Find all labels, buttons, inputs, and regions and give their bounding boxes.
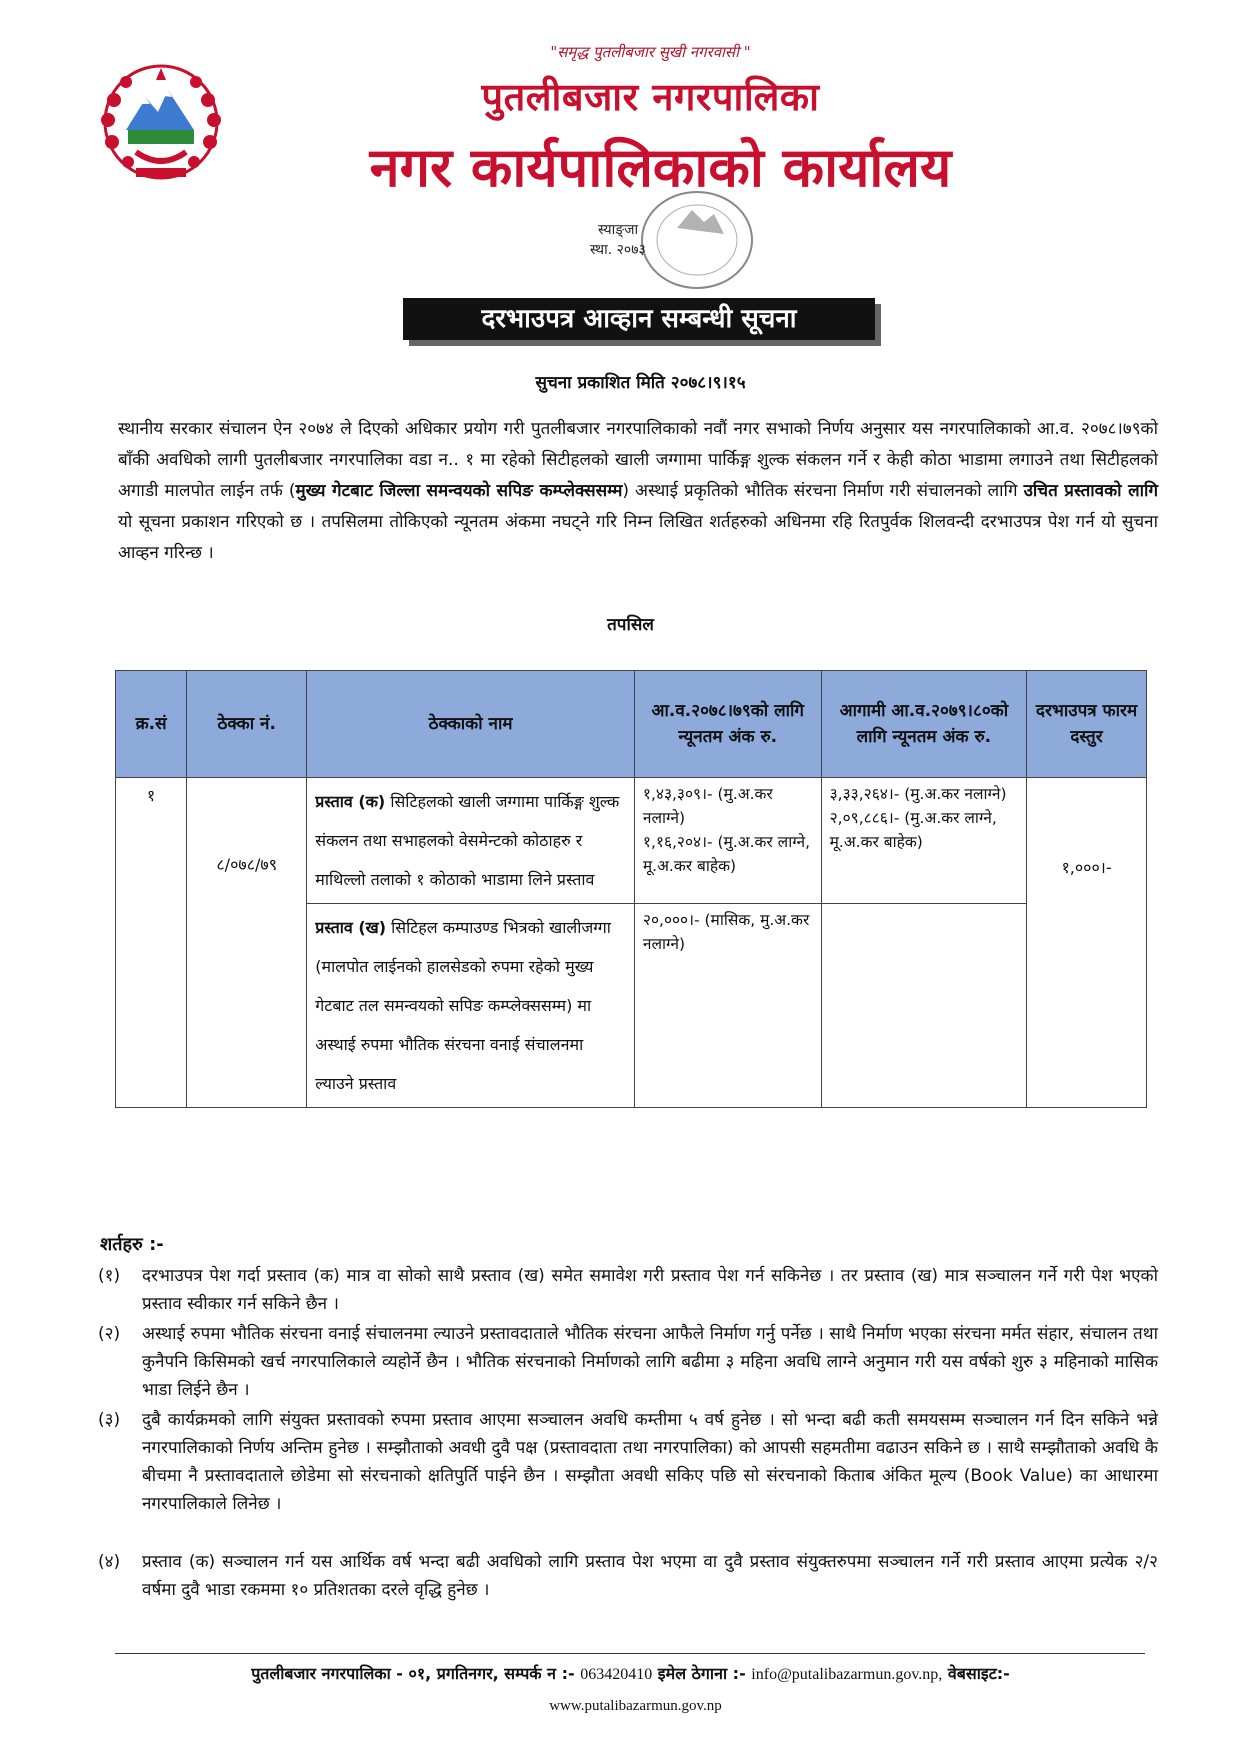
header-name: ठेक्काको नाम	[307, 671, 635, 778]
seal-line-1: स्याङ्जा	[598, 222, 639, 238]
body-bold-1: मुख्य गेटबाट जिल्ला समन्वयको सपिङ कम्प्लेक्ससम्म	[295, 481, 623, 501]
term-item	[98, 1548, 1158, 1604]
proposal-a-min-current-2: १,१६,२०४।- (मु.अ.कर लाग्ने, मू.अ.कर बाहेक)	[642, 833, 811, 875]
term-number: (४)	[98, 1552, 121, 1572]
slogan: "समृद्ध पुतलीबजार सुखी नगरवासी "	[550, 43, 751, 61]
header-min-next: आगामी आ.व.२०७९।८०को लागि न्यूनतम अंक रु.	[821, 671, 1026, 778]
body-text-3: यो सूचना प्रकाशन गरिएको छ । तपसिलमा तोकिएको न्यूनतम अंकमा नघट्ने गरि निम्न लिखित शर्तहरुको अधिनमा रहि रितपुर्वक शिलवन्दी दरभाउपत्र पेश गर्न यो सुचना आव्हन गरिन्छ ।	[118, 512, 1158, 563]
term-text: दुबै कार्यक्रमको लागि संयुक्त प्रस्तावको रुपमा प्रस्ताव आएमा सञ्चालन अवधि कम्तीमा ५ वर्ष हुनेछ । सो भन्दा बढी कती समयसम्म सञ्चालन गर्न दिन सकिने भन्ने नगरपालिकाको निर्णय अन्तिम हुनेछ । सम्झौताको अवधी दुवै पक्ष (प्रस्तावदाता तथा नगरपालिका) को आपसी सहमतीमा वढाउन सकिने छ । साथै सम्झौताको अवधि कै बीचमा नै प्रस्तावदाताले छोडेमा सो संरचनाको क्षतिपुर्ति पाईने छैन । सम्झौता अवधी सकिए पछि सो संरचनाको किताब अंकित मूल्य (Book Value) का आधारमा नगरपालिकाले लिनेछ ।	[142, 1410, 1158, 1514]
body-text-1: स्थानीय सरकार संचालन ऐन २०७४ ले दिएको अधिकार प्रयोग गरी पुतलीबजार नगरपालिकाको नवौं नगर सभाको निर्णय अनुसार यस नगरपालिकाको आ.व. २०७८।७९को बाँकी अवधिको लागी पुतलीबजार नगरपालिका वडा न.. १ मा रहेको सिटीहलको खाली जग्गामा पार्किङ्ग शुल्क संकलन गर्ने र केही कोठा भाडामा लगाउने तथा सिटीहलको अगाडी मालपोत लाईन तर्फ (	[118, 419, 1158, 501]
footer-address: पुतलीबजार नगरपालिका - ०१, प्रगतिनगर, सम्पर्क न :-	[251, 1664, 575, 1683]
footer-contact	[0, 1662, 1241, 1684]
municipality-name: पुतलीबजार नगरपालिका	[481, 75, 820, 119]
notice-title: दरभाउपत्र आव्हान सम्बन्धी सूचना	[403, 298, 875, 340]
cell-proposal-a	[307, 778, 635, 904]
term-number: (१)	[98, 1266, 121, 1286]
seal-text	[590, 220, 646, 260]
cell-contract-no: ८/०७८/७९	[187, 778, 307, 1108]
cell-proposal-a-min-next	[821, 778, 1026, 904]
footer-phone: 063420410	[580, 1666, 653, 1683]
table-row	[116, 778, 1147, 904]
terms-title: शर्तहरु :-	[100, 1234, 164, 1255]
footer-website[interactable]: www.putalibazarmun.gov.np	[549, 1698, 722, 1714]
body-paragraph	[118, 414, 1158, 569]
cell-sn: १	[116, 778, 187, 1108]
term-number: (२)	[98, 1324, 121, 1344]
proposal-a-text: सिटिहलको खाली जग्गामा पार्किङ्ग शुल्क संकलन तथा सभाहलको वेसमेन्टको कोठाहरु र माथिल्लो तलाको १ कोठाको भाडामा लिने प्रस्ताव	[315, 792, 620, 889]
term-item	[98, 1320, 1158, 1404]
cell-proposal-b	[307, 904, 635, 1108]
header-contract-no: ठेक्का नं.	[187, 671, 307, 778]
header-sn: क्र.सं	[116, 671, 187, 778]
body-text-2: ) अस्थाई प्रकृतिको भौतिक संरचना निर्माण गरी संचालनको लागि	[622, 481, 1024, 501]
term-item	[98, 1262, 1158, 1318]
term-text: प्रस्ताव (क) सञ्चालन गर्न यस आर्थिक वर्ष भन्दा बढी अवधिको लागि प्रस्ताव पेश भएमा वा दुवै प्रस्ताव संयुक्तरुपमा सञ्चालन गर्ने गरी प्रस्ताव आएमा प्रत्येक २/२ वर्षमा दुवै भाडा रकममा १० प्रतिशतका दरले वृद्धि हुनेछ ।	[142, 1552, 1158, 1600]
footer-email-label: इमेल ठेगाना :-	[657, 1664, 746, 1683]
tapasil-heading: तपसिल	[607, 615, 654, 635]
proposal-a-label: प्रस्ताव (क)	[315, 792, 386, 811]
proposal-b-label: प्रस्ताव (ख)	[315, 918, 387, 937]
term-item	[98, 1406, 1158, 1518]
term-text: दरभाउपत्र पेश गर्दा प्रस्ताव (क) मात्र वा सोको साथै प्रस्ताव (ख) समेत समावेश गरी प्रस्ताव पेश गर्न सकिनेछ । तर प्रस्ताव (ख) मात्र सञ्चालन गर्ने गरी पेश भएको प्रस्ताव स्वीकार गर्न सकिने छैन ।	[142, 1266, 1158, 1314]
body-bold-2: उचित प्रस्तावको लागि	[1023, 481, 1159, 501]
table-header-row	[116, 671, 1147, 778]
proposal-b-text: सिटिहल कम्पाउण्ड भित्रको खालीजग्गा (मालपोत लाईनको हालसेडको रुपमा रहेको मुख्य गेटबाट तल समन्वयको सपिङ कम्प्लेक्ससम्म) मा अस्थाई रुपमा भौतिक संरचना वनाई संचालनमा ल्याउने प्रस्ताव	[315, 918, 611, 1093]
term-number: (३)	[98, 1410, 121, 1430]
footer-email[interactable]: info@putalibazarmun.gov.np,	[751, 1666, 943, 1683]
cell-proposal-b-min-current: २०,०००।- (मासिक, मु.अ.कर नलाग्ने)	[634, 904, 821, 1108]
proposal-a-min-next-2: २,०९,८८६।- (मु.अ.कर लाग्ने, मू.अ.कर बाहेक)	[829, 809, 997, 851]
header-min-current: आ.व.२०७८।७९को लागि न्यूनतम अंक रु.	[634, 671, 821, 778]
cell-form-fee: १,०००।-	[1027, 778, 1147, 1108]
header-form-fee: दरभाउपत्र फारम दस्तुर	[1027, 671, 1147, 778]
tender-table	[115, 670, 1147, 1108]
proposal-a-min-next-1: ३,३३,२६४।- (मु.अ.कर नलाग्ने)	[829, 785, 1007, 803]
cell-proposal-a-min-current	[634, 778, 821, 904]
cell-proposal-b-min-next	[821, 904, 1026, 1108]
seal-line-2: स्था. २०७३	[590, 242, 646, 258]
office-name: नगर कार्यपालिकाको कार्यालय	[369, 136, 952, 199]
footer-website-label: वेबसाइट:-	[947, 1664, 1010, 1683]
term-text: अस्थाई रुपमा भौतिक संरचना वनाई संचालनमा ल्याउने प्रस्तावदाताले भौतिक संरचना आफैले निर्माण गर्नु पर्नेछ । साथै निर्माण भएका संरचना मर्मत संहार, संचालन तथा कुनैपनि किसिमको खर्च नगरपालिकाले व्यहोर्ने छैन । भौतिक संरचनाको निर्माणको लागि बढीमा ३ महिना अवधि लाग्ने अनुमान गरी यस वर्षको शुरु ३ महिनाको मासिक भाडा लिईने छैन ।	[142, 1324, 1158, 1400]
proposal-a-min-current-1: १,४३,३०९।- (मु.अ.कर नलाग्ने)	[642, 785, 773, 827]
publication-date: सुचना प्रकाशित मिति २०७८।९।१५	[535, 373, 746, 393]
footer-divider	[115, 1653, 1145, 1654]
